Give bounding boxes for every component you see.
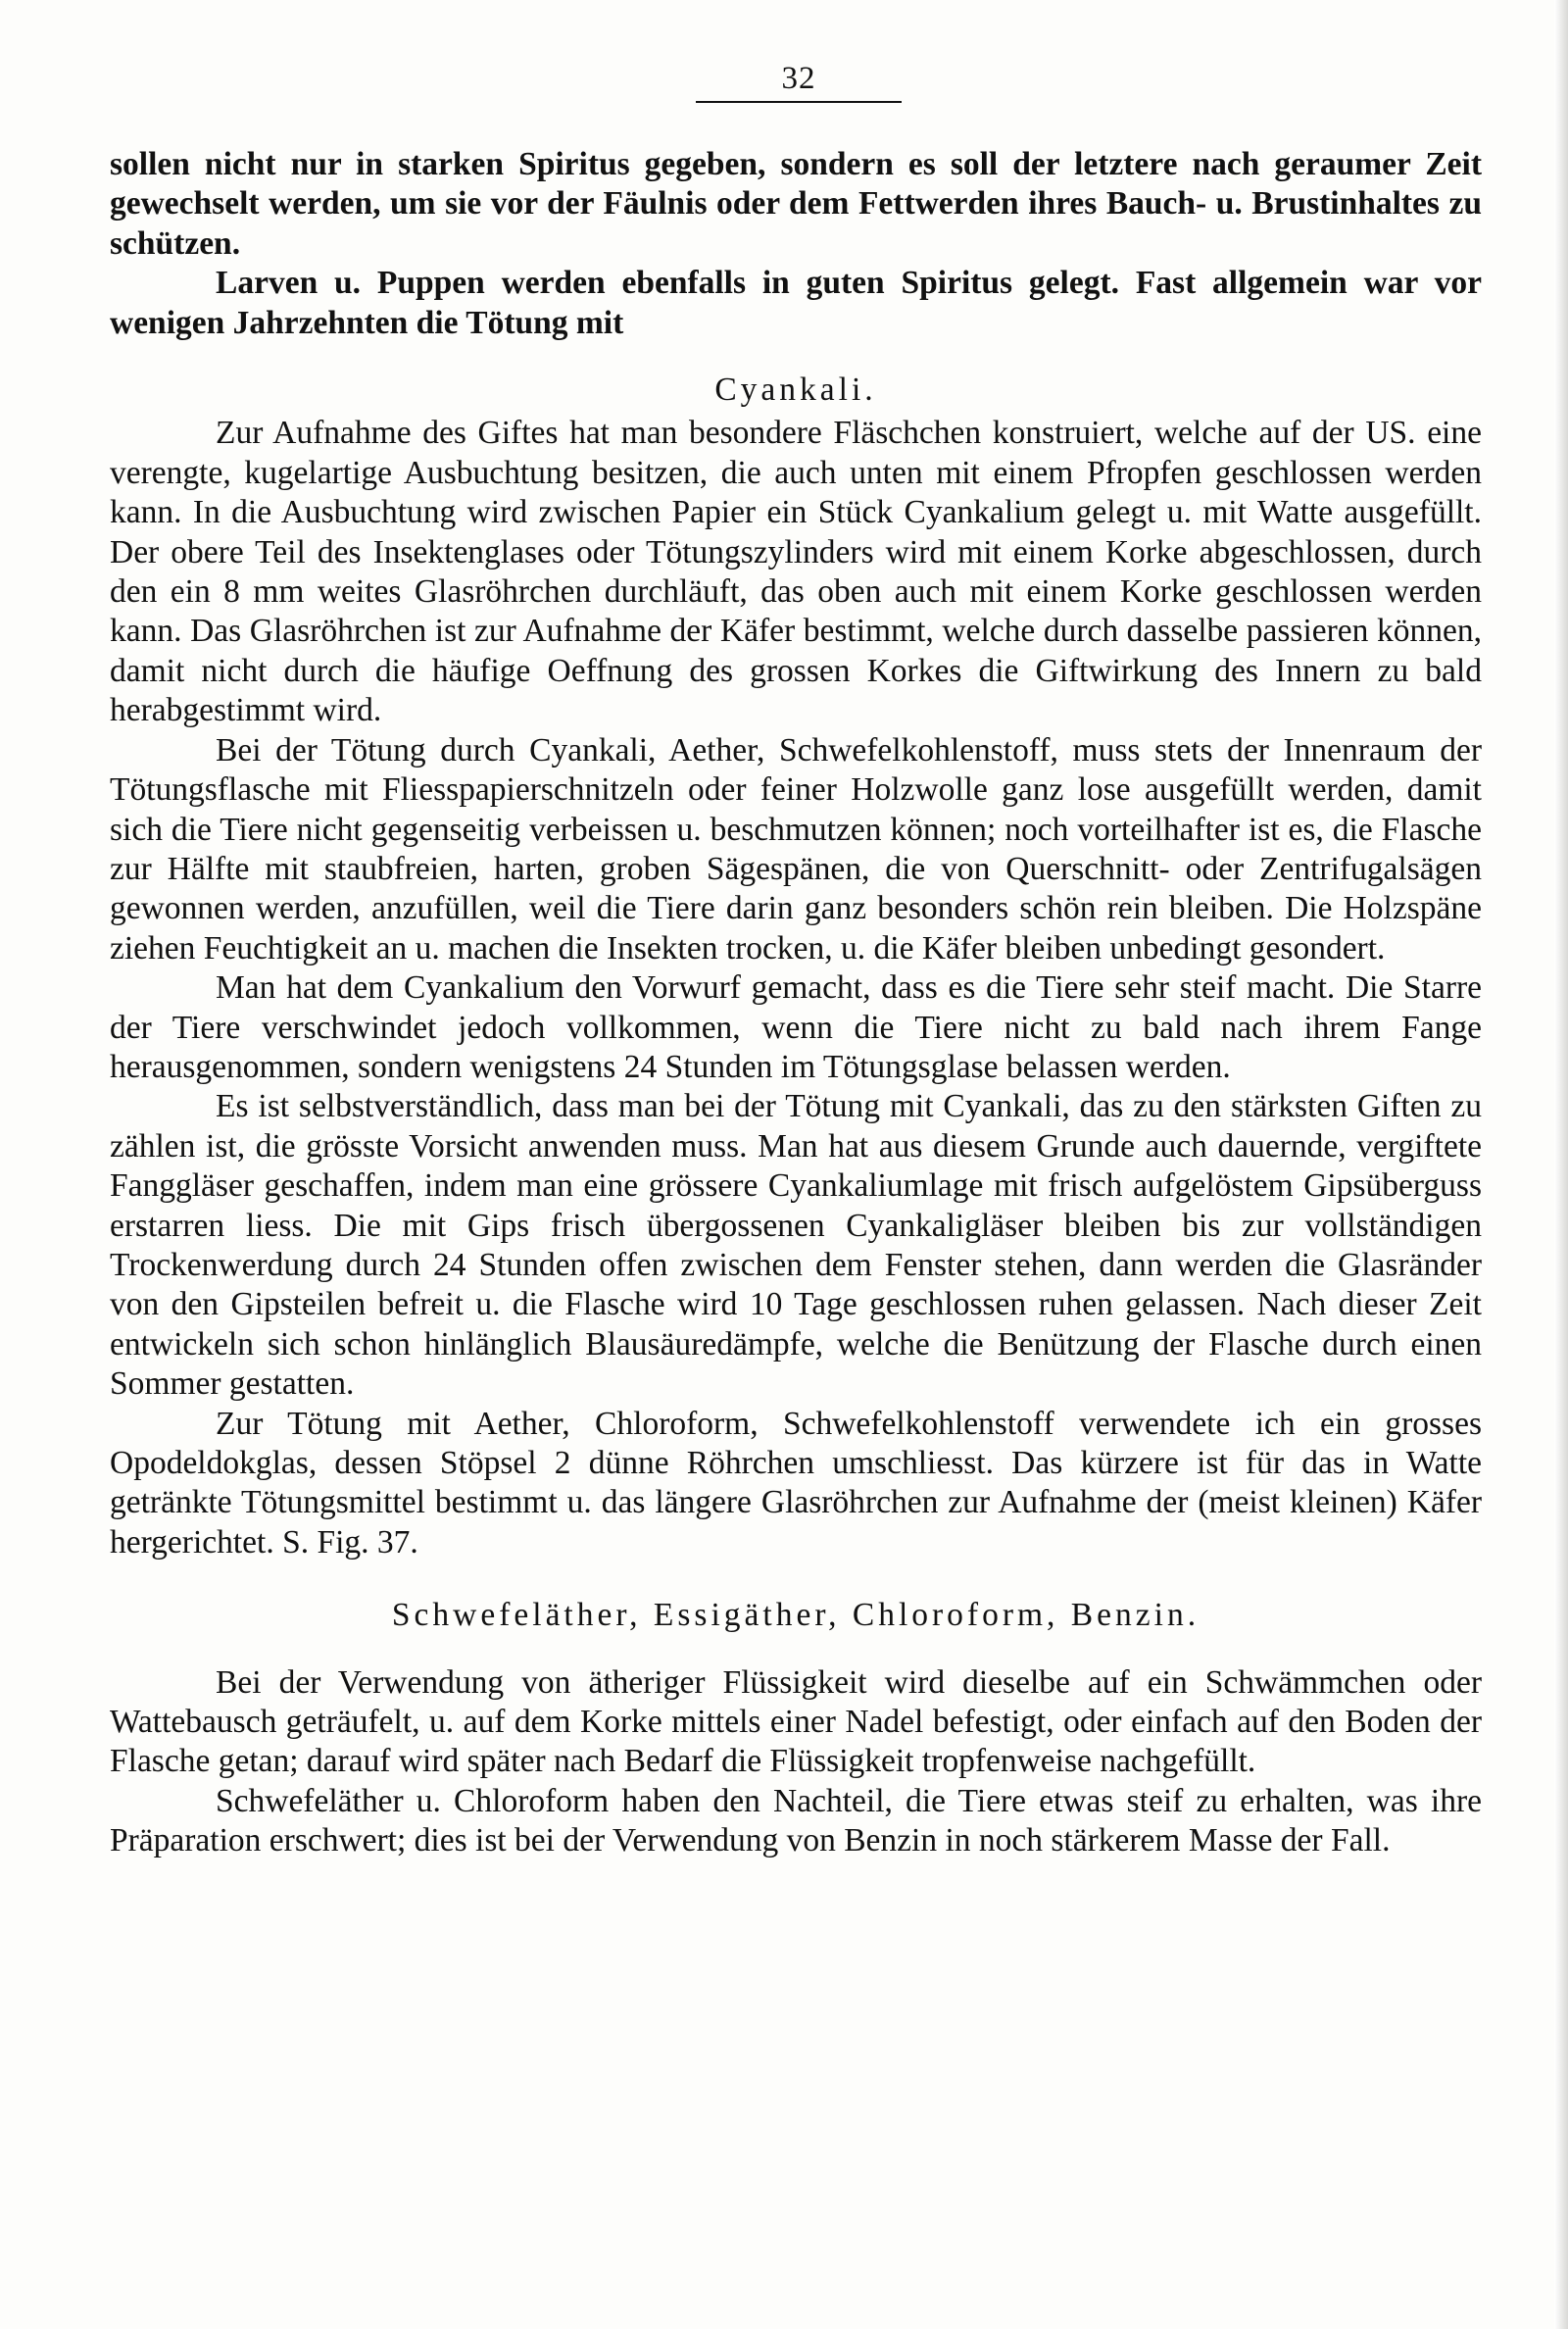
paragraph-p9: Schwefeläther u. Chloroform haben den Nachteil, die Tiere etwas steif zu erhalten, was ihre Präparation erschwert; dies ist bei der Verwendung von Benzin in noch stärkerem Masse der Fall. [110,1782,1482,1859]
paragraph-p3: Zur Aufnahme des Giftes hat man besondere Fläschchen konstruiert, welche auf der US. eine verengte, kugelartige Ausbuchtung besitzen, die auch unten mit einem Pfropfen geschlossen werden kann. In die Ausbuchtung wird zwischen Papier ein Stück Cyankalium gelegt u. mit Watte ausgefüllt. Der obere Teil des Insektenglases oder Tötungszylinders wird mit einem Korke abgeschlossen, durch den ein 8 mm weites Glasröhrchen durchläuft, das oben auch mit einem Korke geschlossen werden kann. Das Glasröhrchen ist zur Aufnahme der Käfer bestimmt, welche durch dasselbe passieren können, damit nicht durch die häufige Oeffnung des grossen Korkes die Giftwirkung des Innern zu bald herabgestimmt wird. [110,415,1482,729]
paragraph-p2: Larven u. Puppen werden ebenfalls in guten Spiritus gelegt. Fast allgemein war vor wenigen Jahrzehnten die Tötung mit [110,265,1482,341]
page-number: 32 [781,61,816,96]
page-header [696,61,902,103]
paragraph-p8: Bei der Verwendung von ätheriger Flüssigkeit wird dieselbe auf ein Schwämmchen oder Wattebausch geträufelt, u. auf dem Korke mittels einer Nadel befestigt, oder einfach auf den Boden der Flasche getan; darauf wird später nach Bedarf die Flüssigkeit tropfenweise nachgefüllt. [110,1663,1482,1780]
paragraph-p6: Es ist selbstverständlich, dass man bei der Tötung mit Cyankali, das zu den stärksten Giften zu zählen ist, die grösste Vorsicht anwenden muss. Man hat aus diesem Grunde auch dauernde, vergiftete Fanggläser geschaffen, indem man eine grössere Cyankaliumlage mit frisch aufgelöstem Gipsüberguss erstarren liess. Die mit Gips frisch übergossenen Cyankaligläser bleiben bis zur vollständigen Trockenwerdung durch 24 Stunden offen zwischen dem Fenster stehen, dann werden die Glasränder von den Gipsteilen befreit u. die Flasche wird 10 Tage geschlossen ruhen gelassen. Nach dieser Zeit entwickeln sich schon hinlänglich Blausäuredämpfe, welche die Benützung der Flasche durch einen Sommer gestatten. [110,1088,1482,1403]
scan-edge-shadow [1554,0,1568,2329]
section-heading-cyankali: Cyankali. [714,372,877,409]
paragraph-p5: Man hat dem Cyankalium den Vorwurf gemacht, dass es die Tiere sehr steif macht. Die Starre der Tiere verschwindet jedoch vollkommen, wenn die Tiere nicht zu bald nach ihrem Fange herausgenommen, sondern wenigstens 24 Stunden im Tötungsglase belassen werden. [110,969,1482,1085]
body-text [110,145,1482,1861]
paragraph-p4: Bei der Tötung durch Cyankali, Aether, Schwefelkohlenstoff, muss stets der Innenraum der Tötungsflasche mit Fliesspapierschnitzeln oder feiner Holzwolle ganz lose ausgefüllt werden, damit sich die Tiere nicht gegenseitig verbeissen u. beschmutzen können; noch vorteilhafter ist es, die Flasche zur Hälfte mit staubfreien, harten, groben Sägespänen, die von Querschnitt- oder Zentrifugalsägen gewonnen werden, anzufüllen, weil die Tiere darin ganz besonders schön rein bleiben. Die Holzspäne ziehen Feuchtigkeit an u. machen die Insekten trocken, u. die Käfer bleiben unbedingt gesondert. [110,731,1482,966]
header-rule [696,101,902,103]
paragraph-p7: Zur Tötung mit Aether, Chloroform, Schwefelkohlenstoff verwendete ich ein grosses Opodeldokglas, dessen Stöpsel 2 dünne Röhrchen umschliesst. Das kürzere ist für das in Watte getränkte Tötungsmittel bestimmt u. das längere Glasröhrchen zur Aufnahme der (meist kleinen) Käfer hergerichtet. S. Fig. 37. [110,1405,1482,1561]
section-heading-aether: Schwefeläther, Essigäther, Chloroform, Benzin. [391,1597,1200,1634]
paragraph-p1: sollen nicht nur in starken Spiritus gegeben, sondern es soll der letztere nach geraumer Zeit gewechselt werden, um sie vor der Fäulnis oder dem Fettwerden ihres Bauch- u. Brustinhaltes zu schützen. [110,146,1482,262]
